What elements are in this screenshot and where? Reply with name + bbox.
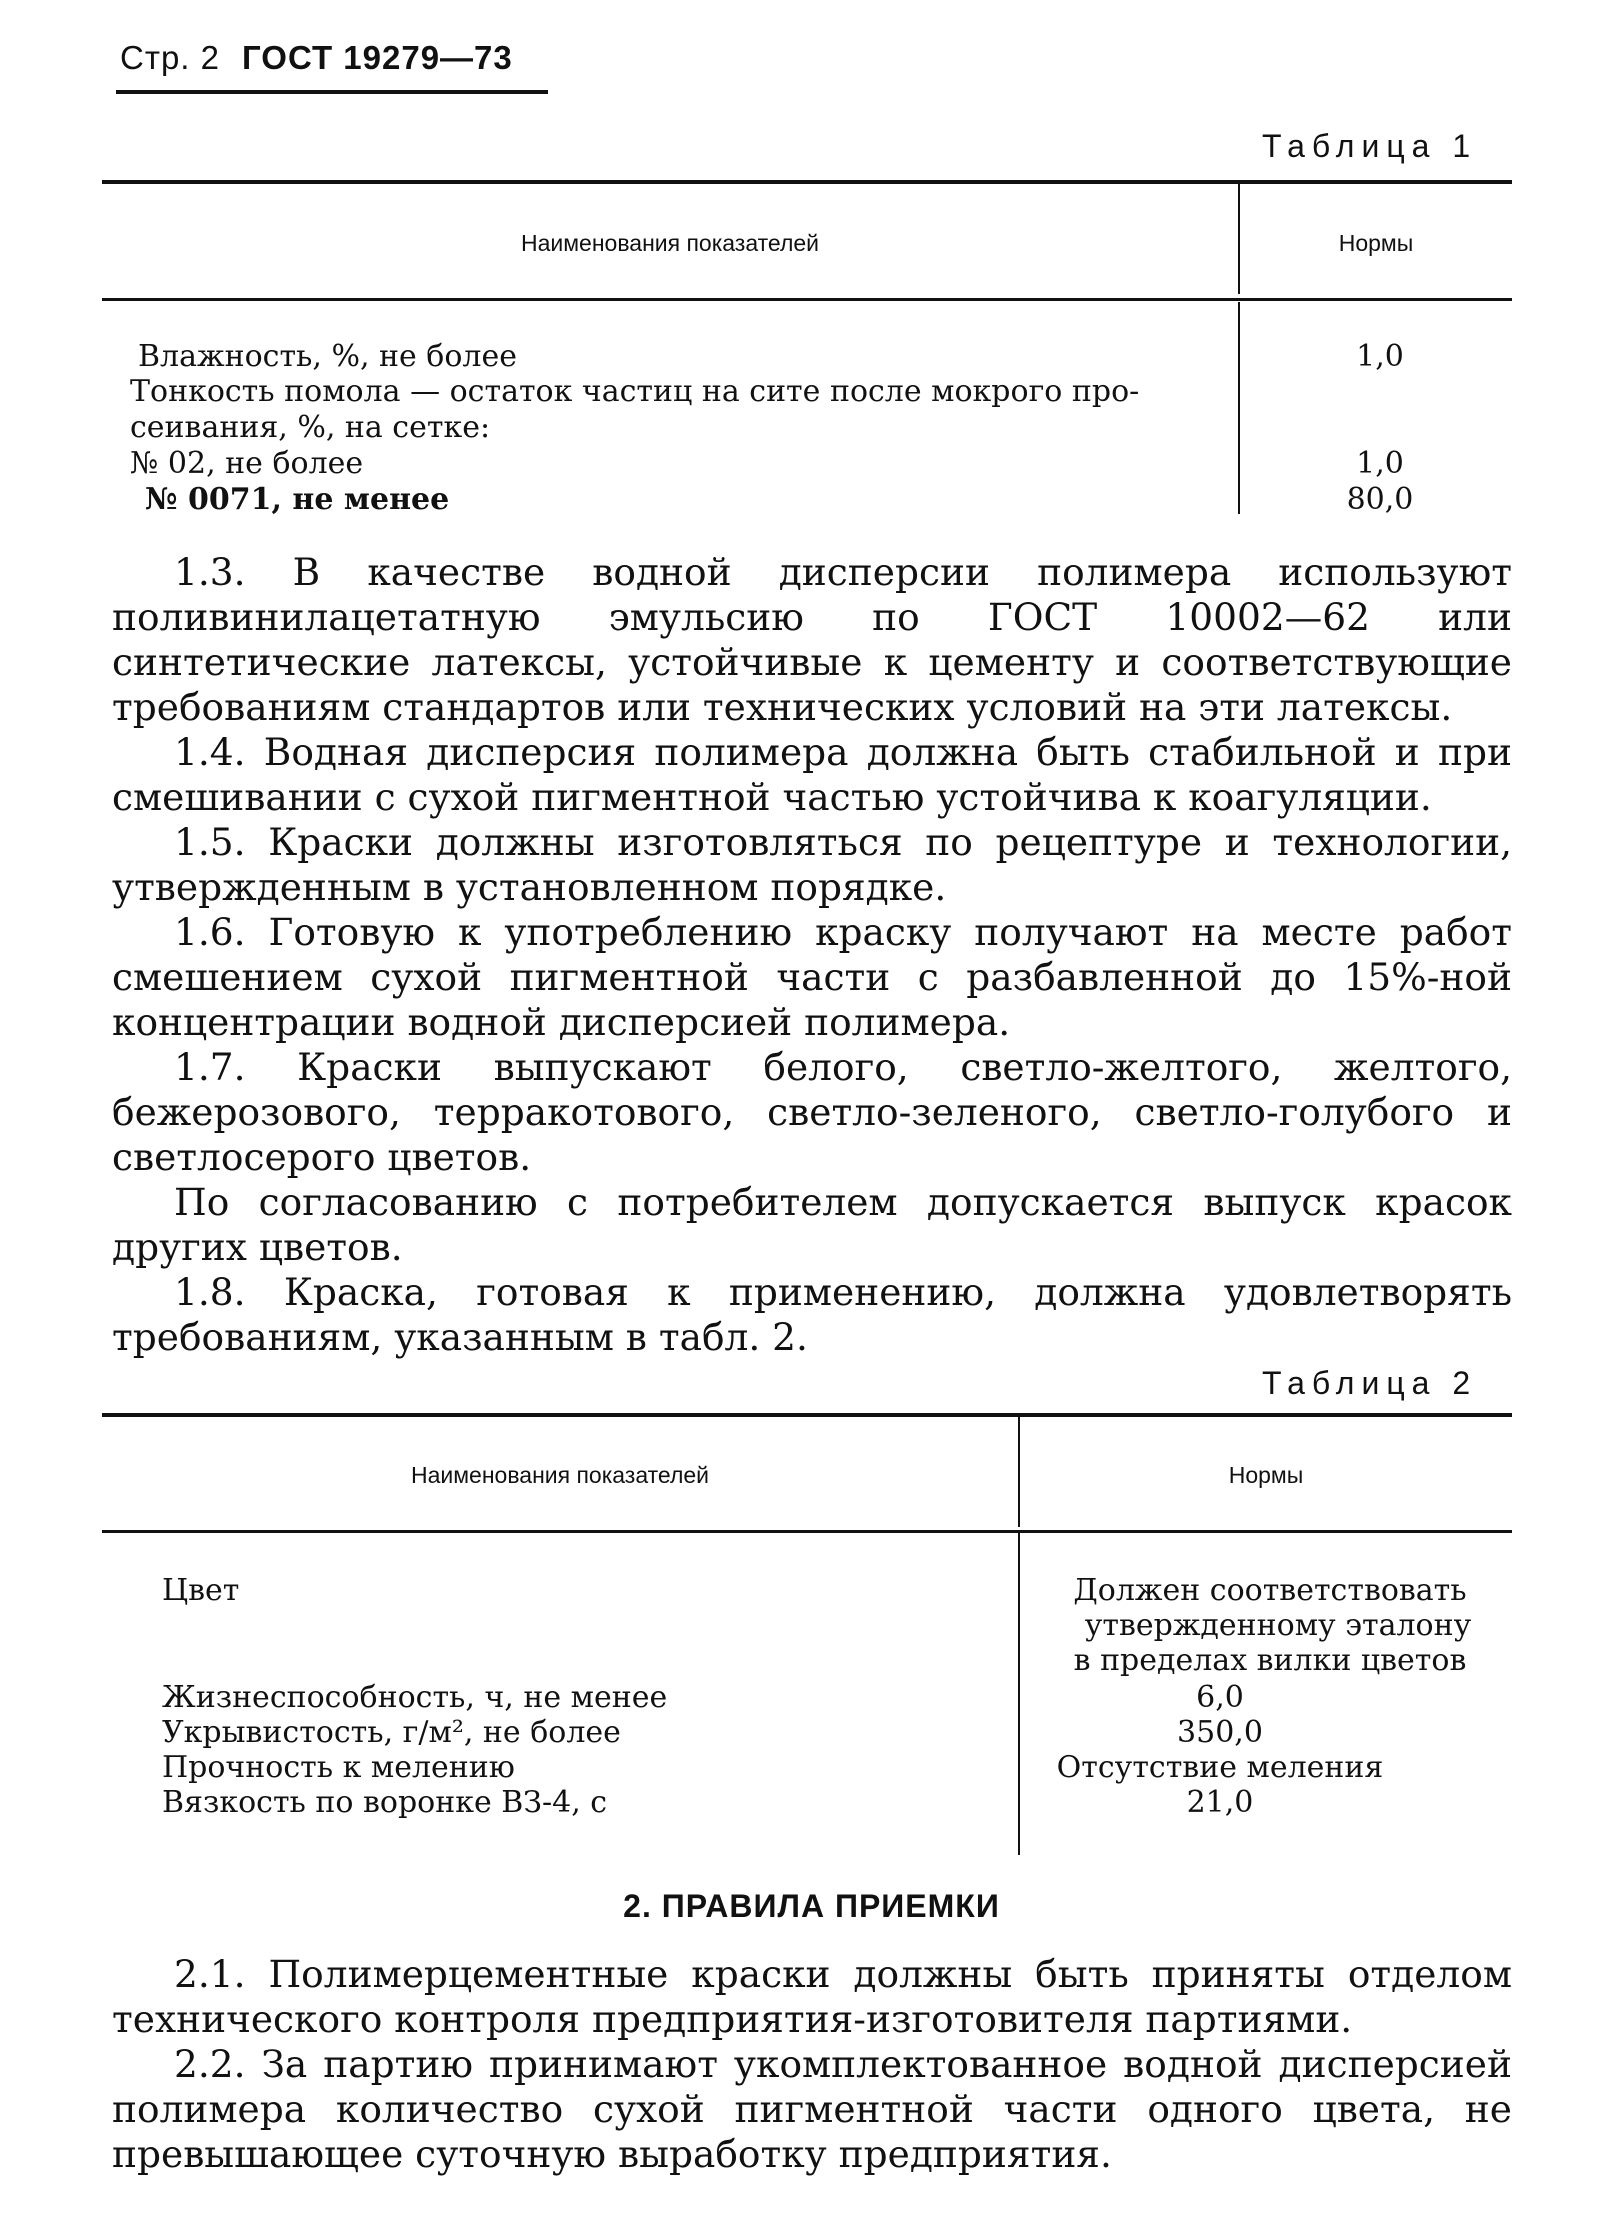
table2-row: Укрывистость, г/м², не более <box>162 1715 621 1750</box>
page-header <box>120 38 513 77</box>
table2-value: Должен соответствовать <box>1073 1573 1467 1608</box>
table2-value: 6,0 <box>1196 1680 1244 1715</box>
table2-value: Отсутствие меления <box>1056 1750 1384 1785</box>
clause-1-7-note: По согласованию с потребителем допускается выпуск красок других цветов. <box>112 1180 1512 1269</box>
clause-1-5: 1.5. Краски должны изготовляться по рецептуре и технологии, утвержденным в установленном порядке. <box>112 820 1512 909</box>
clause-1-7: 1.7. Краски выпускают белого, светло-желтого, желтого, бежерозового, терракотового, светло-зеленого, светло-голубого и светлосерого цветов. <box>112 1045 1512 1179</box>
table2-row: Цвет <box>162 1573 240 1608</box>
table2-col-norm: Нормы <box>1228 1462 1304 1488</box>
table1-col-name: Наименования показателей <box>520 230 820 256</box>
table1-body-divider <box>1238 302 1240 514</box>
table1-value: 1,0 <box>1356 446 1404 481</box>
table1-row: № 02, не более <box>130 446 364 481</box>
table1-row: Тонкость помола — остаток частиц на сите после мокрого про- <box>130 374 1140 409</box>
table2-row: Жизнеспособность, ч, не менее <box>162 1680 668 1715</box>
clause-1-8: 1.8. Краска, готовая к применению, должна удовлетворять требованиям, указанным в табл. 2. <box>112 1270 1512 1359</box>
table1-value: 1,0 <box>1356 339 1404 374</box>
table2-value: утвержденному эталону <box>1084 1608 1472 1643</box>
table2-value: 21,0 <box>1186 1785 1254 1820</box>
table1-row: Влажность, %, не более <box>138 339 517 374</box>
table2-row: Прочность к мелению <box>162 1750 515 1785</box>
section-title: 2. ПРАВИЛА ПРИЕМКИ <box>623 1888 1000 1924</box>
table2-value: в пределах вилки цветов <box>1073 1643 1467 1678</box>
table2-top-rule <box>102 1413 1512 1417</box>
clause-1-4: 1.4. Водная дисперсия полимера должна быть стабильной и при смешивании с сухой пигментной частью устойчива к коагуляции. <box>112 730 1512 819</box>
page-number: Стр. 2 <box>120 39 220 76</box>
table2-col-name: Наименования показателей <box>410 1462 710 1488</box>
clause-2-1: 2.1. Полимерцементные краски должны быть приняты отделом технического контроля предприятия-изготовителя партиями. <box>112 1952 1512 2041</box>
standard-number: ГОСТ 19279—73 <box>242 39 513 76</box>
table1-row: сеивания, %, на сетке: <box>130 410 491 445</box>
clause-2-2: 2.2. За партию принимают укомплектованное водной дисперсией полимера количество сухой пигментной части одного цвета, не превышающее суточную выработку предприятия. <box>112 2042 1512 2176</box>
clauses-2 <box>112 1952 1512 2177</box>
table2-header-rule <box>102 1530 1512 1533</box>
table1-row: № 0071, не менее <box>145 482 450 517</box>
table2-caption: Таблица 2 <box>1262 1365 1478 1401</box>
table1-top-rule <box>102 180 1512 184</box>
table2-row: Вязкость по воронке ВЗ-4, с <box>162 1785 608 1820</box>
table1-caption: Таблица 1 <box>1262 128 1478 164</box>
header-underline <box>116 90 548 94</box>
clauses-1 <box>112 550 1512 1360</box>
table1-col-norm: Нормы <box>1338 230 1414 256</box>
table1-header-rule <box>102 298 1512 301</box>
table2-value: 350,0 <box>1177 1715 1263 1750</box>
table1-value: 80,0 <box>1346 482 1414 517</box>
clause-1-6: 1.6. Готовую к употреблению краску получают на месте работ смешением сухой пигментной части с разбавленной до 15%-ной концентрации водной дисперсией полимера. <box>112 910 1512 1044</box>
clause-1-3: 1.3. В качестве водной дисперсии полимера используют поливинилацетатную эмульсию по ГОСТ 10002—62 или синтетические латексы, устойчивые к цементу и соответствующие требованиям стандартов или технических условий на эти латексы. <box>112 550 1512 729</box>
